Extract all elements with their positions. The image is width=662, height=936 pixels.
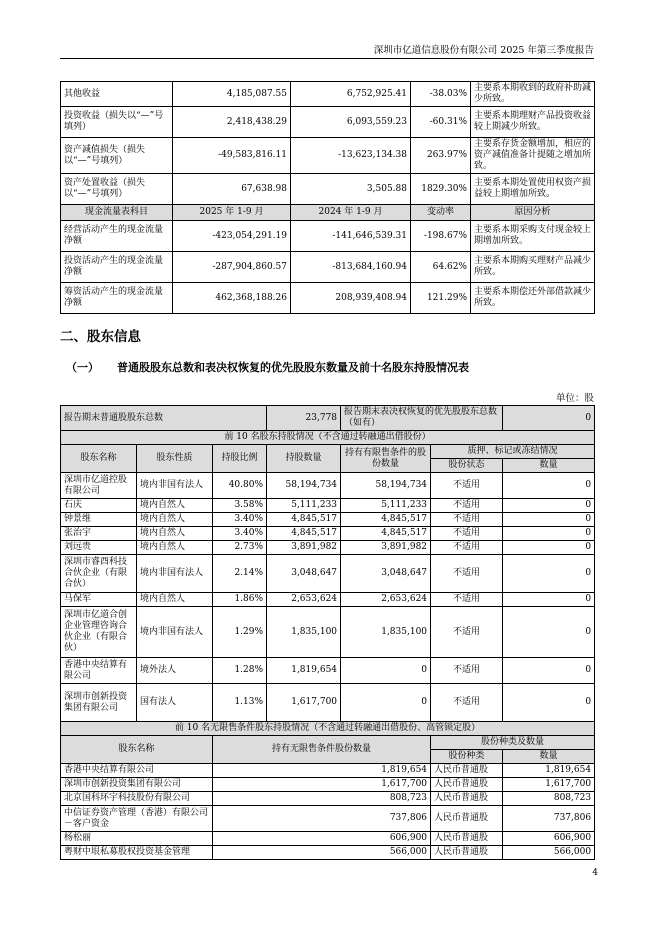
cell-ratio: 1.13% bbox=[213, 684, 267, 722]
header-u-type: 股份种类及数量 bbox=[431, 736, 595, 750]
table-row bbox=[61, 778, 595, 792]
cell-qty: 1,617,700 bbox=[267, 684, 341, 722]
unrestricted-title-row bbox=[61, 722, 595, 736]
cell-name: 刘远贵 bbox=[61, 541, 137, 555]
cell-qty: 4,845,517 bbox=[267, 527, 341, 541]
cell-qty: 3,048,647 bbox=[267, 555, 341, 593]
pref-holders-label: 报告期末表决权恢复的优先股股东总数（如有） bbox=[341, 406, 503, 431]
cell-u-name: 粤财中垠私募股权投资基金管理 bbox=[61, 846, 213, 860]
cell-pledge-qty: 0 bbox=[503, 473, 595, 499]
cell-restricted: 2,653,624 bbox=[341, 593, 431, 607]
header-rule bbox=[60, 58, 594, 59]
cell-u-qty: 1,617,700 bbox=[213, 778, 431, 792]
cell-nature: 境内自然人 bbox=[137, 513, 213, 527]
cell-name: 深圳市亿道控股有限公司 bbox=[61, 473, 137, 499]
cell-nature: 国有法人 bbox=[137, 684, 213, 722]
table-row bbox=[61, 252, 595, 283]
subsection-text: 普通股股东总数和表决权恢复的优先股股东数量及前十名股东持股情况表 bbox=[117, 361, 469, 374]
cell-rate: 1829.30% bbox=[411, 174, 471, 205]
cell-qty: 58,194,734 bbox=[267, 473, 341, 499]
cell-u-type: 人民币普通股 bbox=[431, 792, 503, 806]
table-row bbox=[61, 138, 595, 174]
cell-current: 67,638.98 bbox=[173, 174, 291, 205]
cell-u-qty: 737,806 bbox=[213, 806, 431, 832]
cell-status: 不适用 bbox=[431, 593, 503, 607]
cell-pledge-qty: 0 bbox=[503, 658, 595, 684]
table-row bbox=[61, 499, 595, 513]
cell-ratio: 3.58% bbox=[213, 499, 267, 513]
cell-item: 其他收益 bbox=[61, 82, 173, 107]
header-u-qty: 持有无限售条件股份数量 bbox=[213, 736, 431, 764]
cell-nature: 境内自然人 bbox=[137, 593, 213, 607]
cell-status: 不适用 bbox=[431, 555, 503, 593]
cell-previous: 6,752,925.41 bbox=[291, 82, 411, 107]
cell-restricted: 3,048,647 bbox=[341, 555, 431, 593]
cell-u-type: 人民币普通股 bbox=[431, 778, 503, 792]
cell-u-tqty: 1,617,700 bbox=[503, 778, 595, 792]
cell-rate: 64.62% bbox=[411, 252, 471, 283]
cell-u-type: 人民币普通股 bbox=[431, 806, 503, 832]
header-pledge: 质押、标记或冻结情况 bbox=[431, 445, 595, 459]
header-name: 股东名称 bbox=[61, 445, 137, 473]
cell-u-name: 深圳市创新投资集团有限公司 bbox=[61, 778, 213, 792]
header-nature: 股东性质 bbox=[137, 445, 213, 473]
cell-name: 香港中央结算有限公司 bbox=[61, 658, 137, 684]
table-row bbox=[61, 221, 595, 252]
cell-u-qty: 808,723 bbox=[213, 792, 431, 806]
cell-u-type: 人民币普通股 bbox=[431, 846, 503, 860]
page-header: 深圳市亿道信息股份有限公司 2025 年第三季度报告 bbox=[373, 45, 594, 56]
cell-restricted: 4,845,517 bbox=[341, 513, 431, 527]
cell-item: 投资活动产生的现金流量净额 bbox=[61, 252, 173, 283]
section-title: 二、股东信息 bbox=[60, 329, 141, 345]
cell-previous: -13,623,134.38 bbox=[291, 138, 411, 174]
cell-pledge-qty: 0 bbox=[503, 499, 595, 513]
cell-u-name: 杨松丽 bbox=[61, 832, 213, 846]
cell-name: 深圳市创新投资集团有限公司 bbox=[61, 684, 137, 722]
header-status: 股份状态 bbox=[431, 459, 503, 473]
header-pledge-qty: 数量 bbox=[503, 459, 595, 473]
cell-reason: 主要系本期偿还外部借款减少所致。 bbox=[471, 283, 595, 314]
header-rate: 变动率 bbox=[411, 205, 471, 221]
cell-restricted: 58,194,734 bbox=[341, 473, 431, 499]
cell-name: 石庆 bbox=[61, 499, 137, 513]
header-u-type-name: 股份种类 bbox=[431, 750, 503, 764]
cell-ratio: 1.29% bbox=[213, 607, 267, 658]
cell-rate: 121.29% bbox=[411, 283, 471, 314]
cell-u-name: 香港中央结算有限公司 bbox=[61, 764, 213, 778]
cell-reason: 主要系本期处置使用权资产损益较上期增加所致。 bbox=[471, 174, 595, 205]
table-row bbox=[61, 607, 595, 658]
cell-status: 不适用 bbox=[431, 473, 503, 499]
cell-previous: 208,939,408.94 bbox=[291, 283, 411, 314]
cell-pledge-qty: 0 bbox=[503, 684, 595, 722]
table-header-row bbox=[61, 205, 595, 221]
page-number: 4 bbox=[592, 868, 598, 878]
cell-reason: 主要系本期收到的政府补助减少所致。 bbox=[471, 82, 595, 107]
cell-previous: 3,505.88 bbox=[291, 174, 411, 205]
cell-rate: -198.67% bbox=[411, 221, 471, 252]
cell-current: 4,185,087.55 bbox=[173, 82, 291, 107]
cell-u-name: 北京国科环宇科技股份有限公司 bbox=[61, 792, 213, 806]
cell-name: 钟景维 bbox=[61, 513, 137, 527]
cell-nature: 境内自然人 bbox=[137, 499, 213, 513]
cell-nature: 境内自然人 bbox=[137, 527, 213, 541]
cell-status: 不适用 bbox=[431, 684, 503, 722]
subsection-number: （一） bbox=[66, 361, 99, 374]
cell-restricted: 0 bbox=[341, 684, 431, 722]
cell-status: 不适用 bbox=[431, 607, 503, 658]
cell-nature: 境内非国有法人 bbox=[137, 555, 213, 593]
table-row bbox=[61, 806, 595, 832]
header-u-type-qty: 数量 bbox=[503, 750, 595, 764]
cell-restricted: 0 bbox=[341, 658, 431, 684]
cell-pledge-qty: 0 bbox=[503, 555, 595, 593]
cell-item: 资产处置收益（损失以“—”号填列） bbox=[61, 174, 173, 205]
table-row bbox=[61, 541, 595, 555]
cell-u-tqty: 1,819,654 bbox=[503, 764, 595, 778]
cell-rate: -38.03% bbox=[411, 82, 471, 107]
cell-pledge-qty: 0 bbox=[503, 541, 595, 555]
cell-current: 2,418,438.29 bbox=[173, 107, 291, 138]
cell-current: 462,368,188.26 bbox=[173, 283, 291, 314]
cell-ratio: 2.14% bbox=[213, 555, 267, 593]
cell-ratio: 3.40% bbox=[213, 527, 267, 541]
cell-qty: 4,845,517 bbox=[267, 513, 341, 527]
cell-rate: 263.97% bbox=[411, 138, 471, 174]
cell-pledge-qty: 0 bbox=[503, 593, 595, 607]
cell-status: 不适用 bbox=[431, 499, 503, 513]
cell-pledge-qty: 0 bbox=[503, 607, 595, 658]
table-row bbox=[61, 832, 595, 846]
top10-title-row bbox=[61, 431, 595, 445]
cell-u-name: 中信证券资产管理（香港）有限公司－客户资金 bbox=[61, 806, 213, 832]
table-row bbox=[61, 527, 595, 541]
cell-item: 投资收益（损失以“—”号填列） bbox=[61, 107, 173, 138]
cell-name: 深圳市睿酉科技合伙企业（有限合伙） bbox=[61, 555, 137, 593]
header-item: 现金流量表科目 bbox=[61, 205, 173, 221]
changes-table bbox=[60, 81, 595, 314]
header-qty: 持股数量 bbox=[267, 445, 341, 473]
cell-u-qty: 566,000 bbox=[213, 846, 431, 860]
total-holders-label: 报告期末普通股股东总数 bbox=[61, 406, 267, 431]
header-u-name: 股东名称 bbox=[61, 736, 213, 764]
cell-u-qty: 1,819,654 bbox=[213, 764, 431, 778]
cell-nature: 境外法人 bbox=[137, 658, 213, 684]
total-holders-value: 23,778 bbox=[267, 406, 341, 431]
cell-current: -287,904,860.57 bbox=[173, 252, 291, 283]
table-row bbox=[61, 593, 595, 607]
table-row bbox=[61, 764, 595, 778]
cell-restricted: 5,111,233 bbox=[341, 499, 431, 513]
header-ratio: 持股比例 bbox=[213, 445, 267, 473]
cell-reason: 主要系本期购买理财产品减少所致。 bbox=[471, 252, 595, 283]
table-row bbox=[61, 283, 595, 314]
cell-qty: 2,653,624 bbox=[267, 593, 341, 607]
cell-current: -423,054,291.19 bbox=[173, 221, 291, 252]
cell-nature: 境内非国有法人 bbox=[137, 607, 213, 658]
cell-ratio: 1.86% bbox=[213, 593, 267, 607]
cell-u-type: 人民币普通股 bbox=[431, 832, 503, 846]
cell-nature: 境内非国有法人 bbox=[137, 473, 213, 499]
cell-qty: 1,835,100 bbox=[267, 607, 341, 658]
cell-nature: 境内自然人 bbox=[137, 541, 213, 555]
cell-rate: -60.31% bbox=[411, 107, 471, 138]
cell-restricted: 1,835,100 bbox=[341, 607, 431, 658]
cell-u-tqty: 737,806 bbox=[503, 806, 595, 832]
cell-current: -49,583,816.11 bbox=[173, 138, 291, 174]
cell-qty: 3,891,982 bbox=[267, 541, 341, 555]
table-row bbox=[61, 174, 595, 205]
cell-u-qty: 606,900 bbox=[213, 832, 431, 846]
table-row bbox=[61, 82, 595, 107]
cell-item: 资产减值损失（损失以“—”号填列） bbox=[61, 138, 173, 174]
cell-pledge-qty: 0 bbox=[503, 527, 595, 541]
table-row bbox=[61, 792, 595, 806]
header-reason: 原因分析 bbox=[471, 205, 595, 221]
cell-reason: 主要系存货金额增加，相应的资产减值准备计提随之增加所致。 bbox=[471, 138, 595, 174]
cell-ratio: 1.28% bbox=[213, 658, 267, 684]
header-current: 2025 年 1-9 月 bbox=[173, 205, 291, 221]
cell-item: 经营活动产生的现金流量净额 bbox=[61, 221, 173, 252]
cell-previous: -141,646,539.31 bbox=[291, 221, 411, 252]
cell-u-tqty: 808,723 bbox=[503, 792, 595, 806]
cell-ratio: 40.80% bbox=[213, 473, 267, 499]
subsection-title bbox=[66, 359, 469, 375]
table-row bbox=[61, 658, 595, 684]
cell-name: 深圳市亿道合创企业管理咨询合伙企业（有限合伙） bbox=[61, 607, 137, 658]
table-row bbox=[61, 684, 595, 722]
top10-title: 前 10 名股东持股情况（不含通过转融通出借股份） bbox=[61, 431, 595, 445]
table-row bbox=[61, 107, 595, 138]
pref-holders-value: 0 bbox=[503, 406, 595, 431]
cell-restricted: 3,891,982 bbox=[341, 541, 431, 555]
cell-previous: -813,684,160.94 bbox=[291, 252, 411, 283]
header-previous: 2024 年 1-9 月 bbox=[291, 205, 411, 221]
table-row bbox=[61, 555, 595, 593]
cell-name: 马保军 bbox=[61, 593, 137, 607]
table-row bbox=[61, 473, 595, 499]
cell-status: 不适用 bbox=[431, 527, 503, 541]
cell-status: 不适用 bbox=[431, 658, 503, 684]
cell-ratio: 3.40% bbox=[213, 513, 267, 527]
cell-name: 张治宇 bbox=[61, 527, 137, 541]
unit-label: 单位：股 bbox=[555, 393, 594, 404]
summary-row bbox=[61, 406, 595, 431]
cell-ratio: 2.73% bbox=[213, 541, 267, 555]
cell-reason: 主要系本期理财产品投资收益较上期减少所致。 bbox=[471, 107, 595, 138]
table-row bbox=[61, 846, 595, 860]
table-row bbox=[61, 513, 595, 527]
cell-pledge-qty: 0 bbox=[503, 513, 595, 527]
cell-restricted: 4,845,517 bbox=[341, 527, 431, 541]
cell-reason: 主要系本期采购支付现金较上期增加所致。 bbox=[471, 221, 595, 252]
table-header-row bbox=[61, 445, 595, 459]
cell-previous: 6,093,559.23 bbox=[291, 107, 411, 138]
cell-status: 不适用 bbox=[431, 541, 503, 555]
cell-u-type: 人民币普通股 bbox=[431, 764, 503, 778]
cell-qty: 5,111,233 bbox=[267, 499, 341, 513]
cell-item: 筹资活动产生的现金流量净额 bbox=[61, 283, 173, 314]
shareholders-table bbox=[60, 405, 595, 860]
table-header-row bbox=[61, 736, 595, 750]
cell-u-tqty: 606,900 bbox=[503, 832, 595, 846]
cell-qty: 1,819,654 bbox=[267, 658, 341, 684]
unrestricted-title: 前 10 名无限售条件股东持股情况（不含通过转融通出借股份、高管锁定股） bbox=[61, 722, 595, 736]
header-restricted: 持有有限售条件的股份数量 bbox=[341, 445, 431, 473]
cell-u-tqty: 566,000 bbox=[503, 846, 595, 860]
cell-status: 不适用 bbox=[431, 513, 503, 527]
